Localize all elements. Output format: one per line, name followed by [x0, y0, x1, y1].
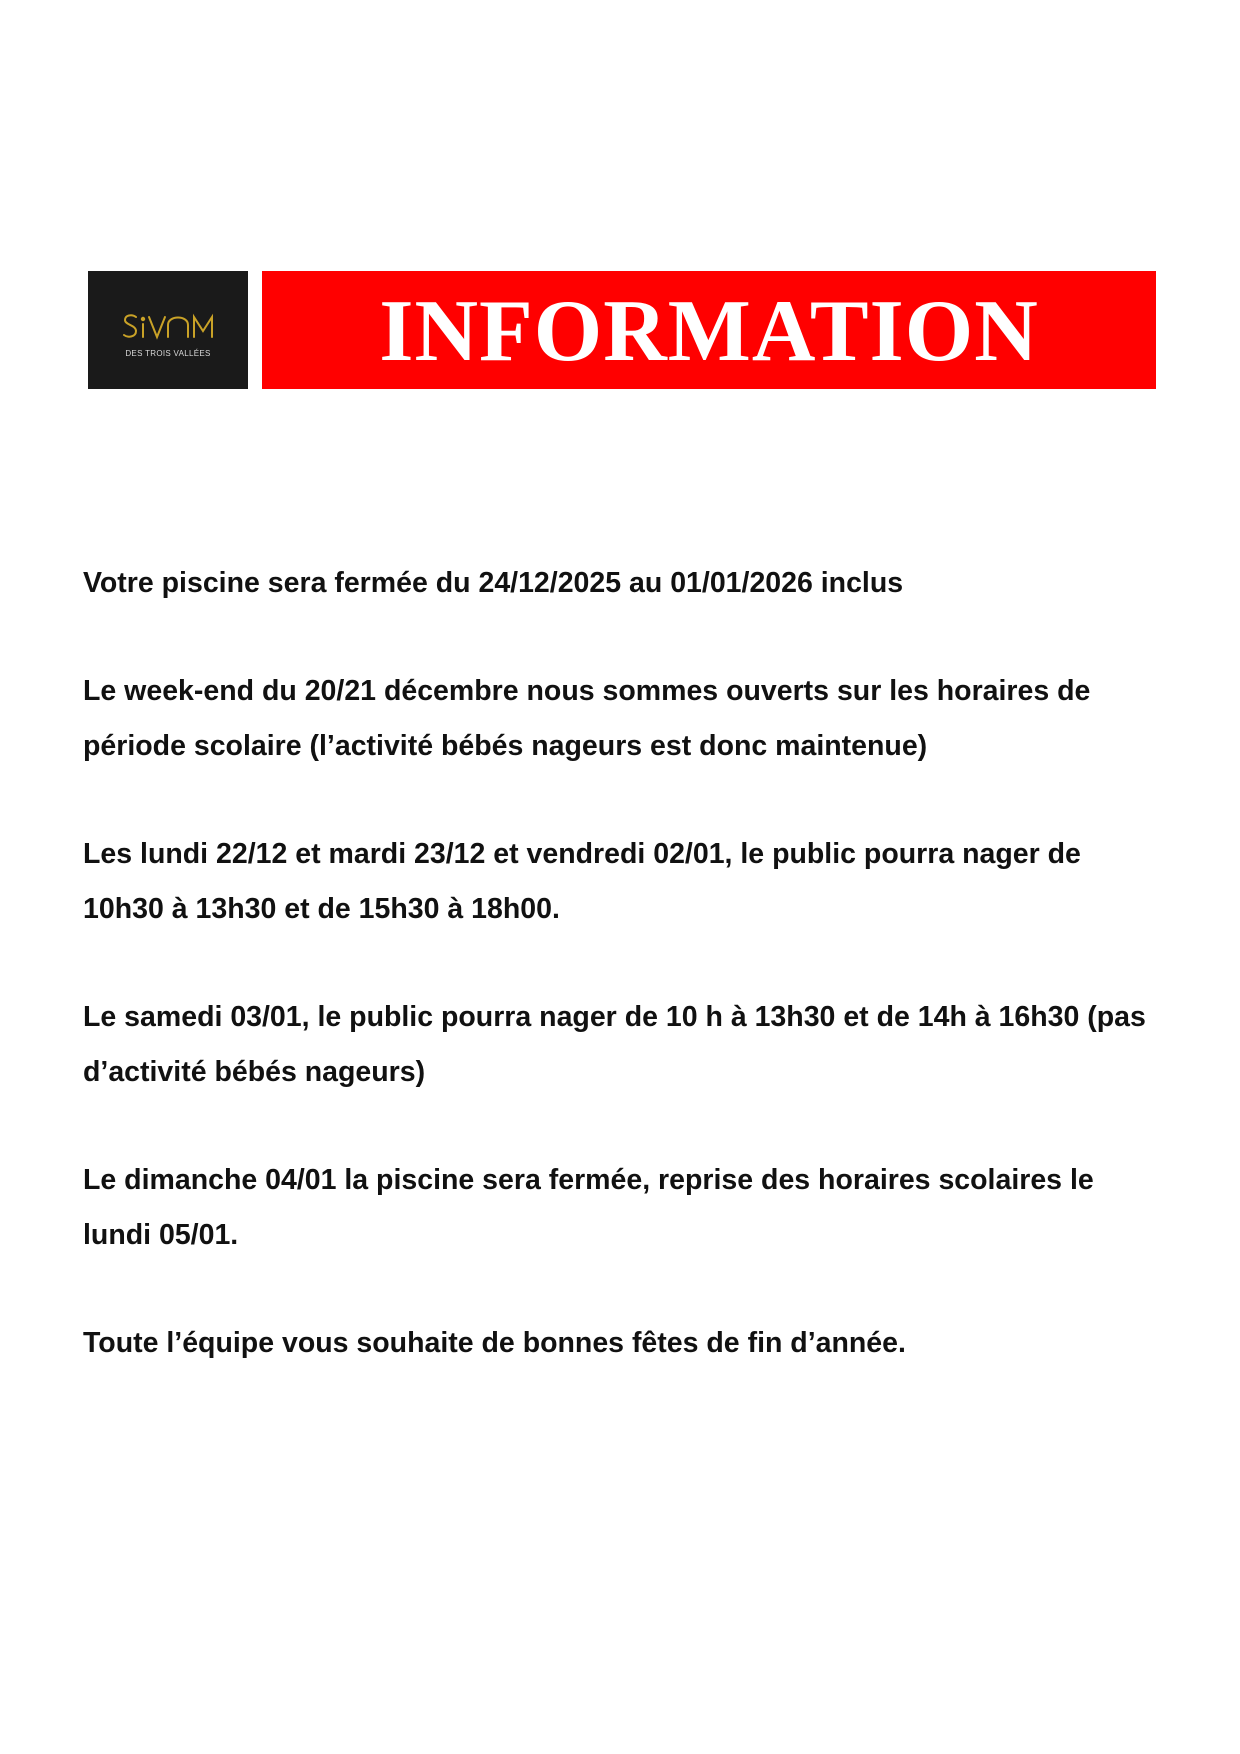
weekend-paragraph: Le week-end du 20/21 décembre nous sommes ouverts sur les horaires de période scolaire (l’activité bébés nageurs est donc maintenue)	[83, 675, 1091, 762]
sunday-closure-paragraph: Le dimanche 04/01 la piscine sera fermée, reprise des horaires scolaires le lundi 05/01.	[83, 1164, 1094, 1251]
closure-paragraph: Votre piscine sera fermée du 24/12/2025 au 01/01/2026 inclus	[83, 567, 904, 599]
notice-body	[83, 556, 1163, 1424]
greeting-paragraph: Toute l’équipe vous souhaite de bonnes fêtes de fin d’année.	[83, 1327, 906, 1359]
logo-subtitle: DES TROIS VALLÉES	[125, 349, 211, 358]
saturday-hours-paragraph: Le samedi 03/01, le public pourra nager de 10 h à 13h30 et de 14h à 16h30 (pas d’activité bébés nageurs)	[83, 1001, 1146, 1088]
logo	[88, 271, 248, 389]
weekday-hours-paragraph: Les lundi 22/12 et mardi 23/12 et vendredi 02/01, le public pourra nager de 10h30 à 13h30 et de 15h30 à 18h00.	[83, 838, 1081, 925]
sivom-logo-icon	[122, 311, 218, 343]
banner-title: INFORMATION	[379, 283, 1039, 380]
information-banner	[262, 271, 1156, 389]
